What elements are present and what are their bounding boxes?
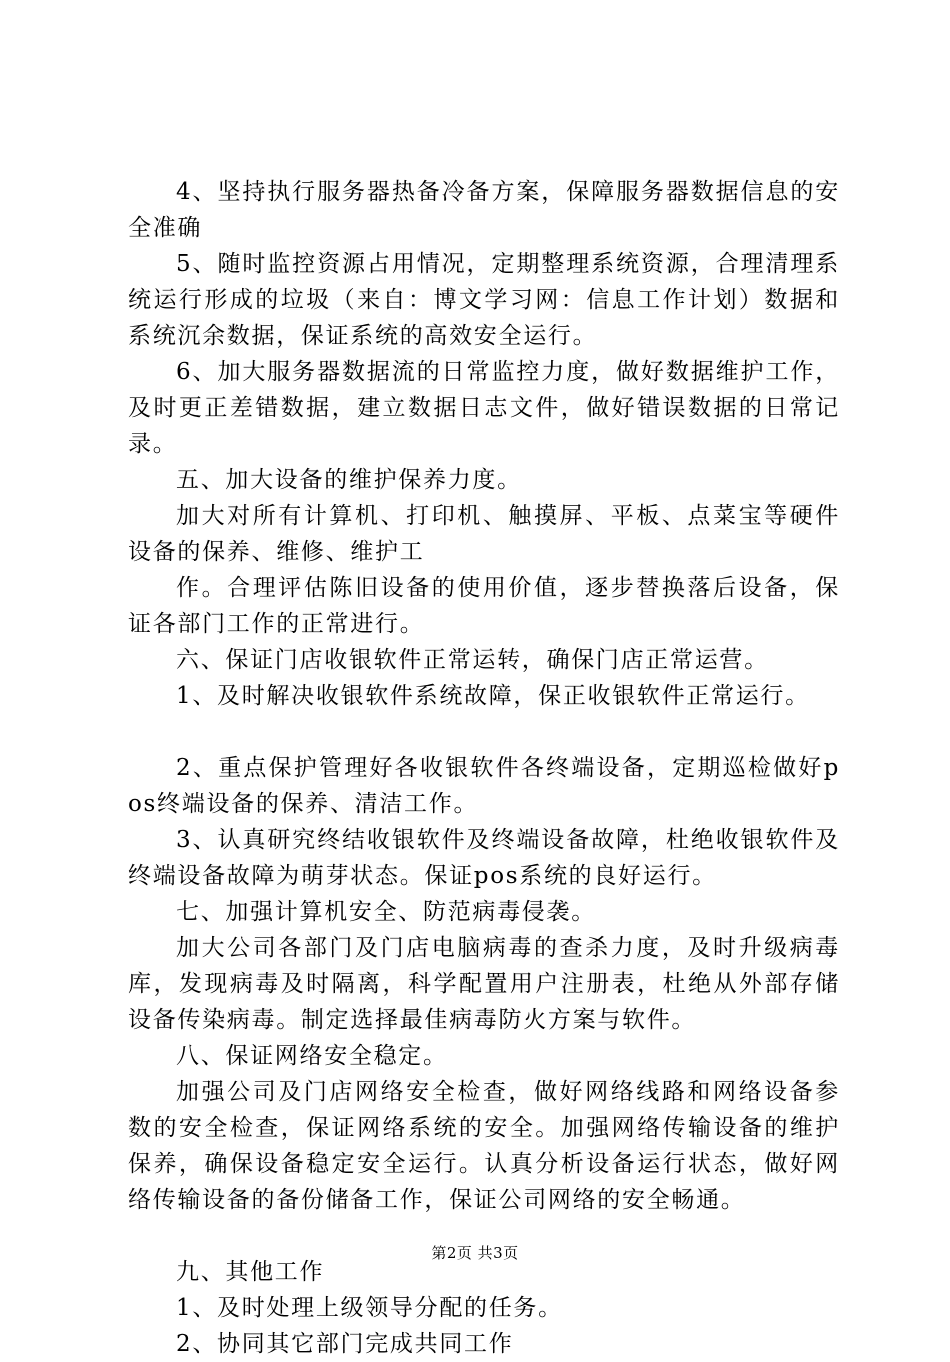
section-heading-8: 八、保证网络安全稳定。 — [176, 1043, 448, 1069]
paragraph-other-1: 1、及时处理上级领导分配的任务。 — [176, 1295, 563, 1321]
section-heading-9: 九、其他工作 — [176, 1259, 325, 1285]
paragraph-cashier-3: 3、认真研究终结收银软件及终端设备故障，杜绝收银软件及终端设备故障为萌芽状态。保证pos系统的良好运行。 — [128, 827, 840, 889]
page-footer: 第2页 共3页 — [431, 1244, 519, 1262]
paragraph-cashier-2: 2、重点保护管理好各收银软件各终端设备，定期巡检做好pos终端设备的保养、清洁工作。 — [128, 755, 840, 817]
paragraph-antivirus: 加大公司各部门及门店电脑病毒的查杀力度，及时升级病毒库，发现病毒及时隔离，科学配置用户注册表，杜绝从外部存储设备传染病毒。制定选择最佳病毒防火方案与软件。 — [128, 935, 840, 1033]
document-body — [128, 174, 840, 1362]
paragraph-item-6: 6、加大服务器数据流的日常监控力度，做好数据维护工作，及时更正差错数据，建立数据日志文件，做好错误数据的日常记录。 — [128, 359, 840, 457]
paragraph-item-4: 4、坚持执行服务器热备冷备方案，保障服务器数据信息的安全准确 — [128, 179, 840, 241]
paragraph-other-2: 2、协同其它部门完成共同工作 — [176, 1331, 514, 1357]
section-heading-5: 五、加大设备的维护保养力度。 — [176, 467, 522, 493]
paragraph-item-5: 5、随时监控资源占用情况，定期整理系统资源，合理清理系统运行形成的垃圾（来自：博文学习网：信息工作计划）数据和系统沉余数据，保证系统的高效安全运行。 — [128, 251, 840, 349]
paragraph-cashier-1: 1、及时解决收银软件系统故障，保正收银软件正常运行。 — [176, 683, 810, 709]
section-heading-7: 七、加强计算机安全、防范病毒侵袭。 — [176, 899, 596, 925]
paragraph-equipment-continued: 作。合理评估陈旧设备的使用价值，逐步替换落后设备，保证各部门工作的正常进行。 — [128, 575, 840, 637]
paragraph-network-security: 加强公司及门店网络安全检查，做好网络线路和网络设备参数的安全检查，保证网络系统的安全。加强网络传输设备的维护保养，确保设备稳定安全运行。认真分析设备运行状态，做好网络传输设备的备份储备工作，保证公司网络的安全畅通。 — [128, 1079, 840, 1213]
paragraph-equipment-maintenance: 加大对所有计算机、打印机、触摸屏、平板、点菜宝等硬件设备的保养、维修、维护工 — [128, 503, 840, 565]
section-heading-6: 六、保证门店收银软件正常运转，确保门店正常运营。 — [176, 647, 769, 673]
